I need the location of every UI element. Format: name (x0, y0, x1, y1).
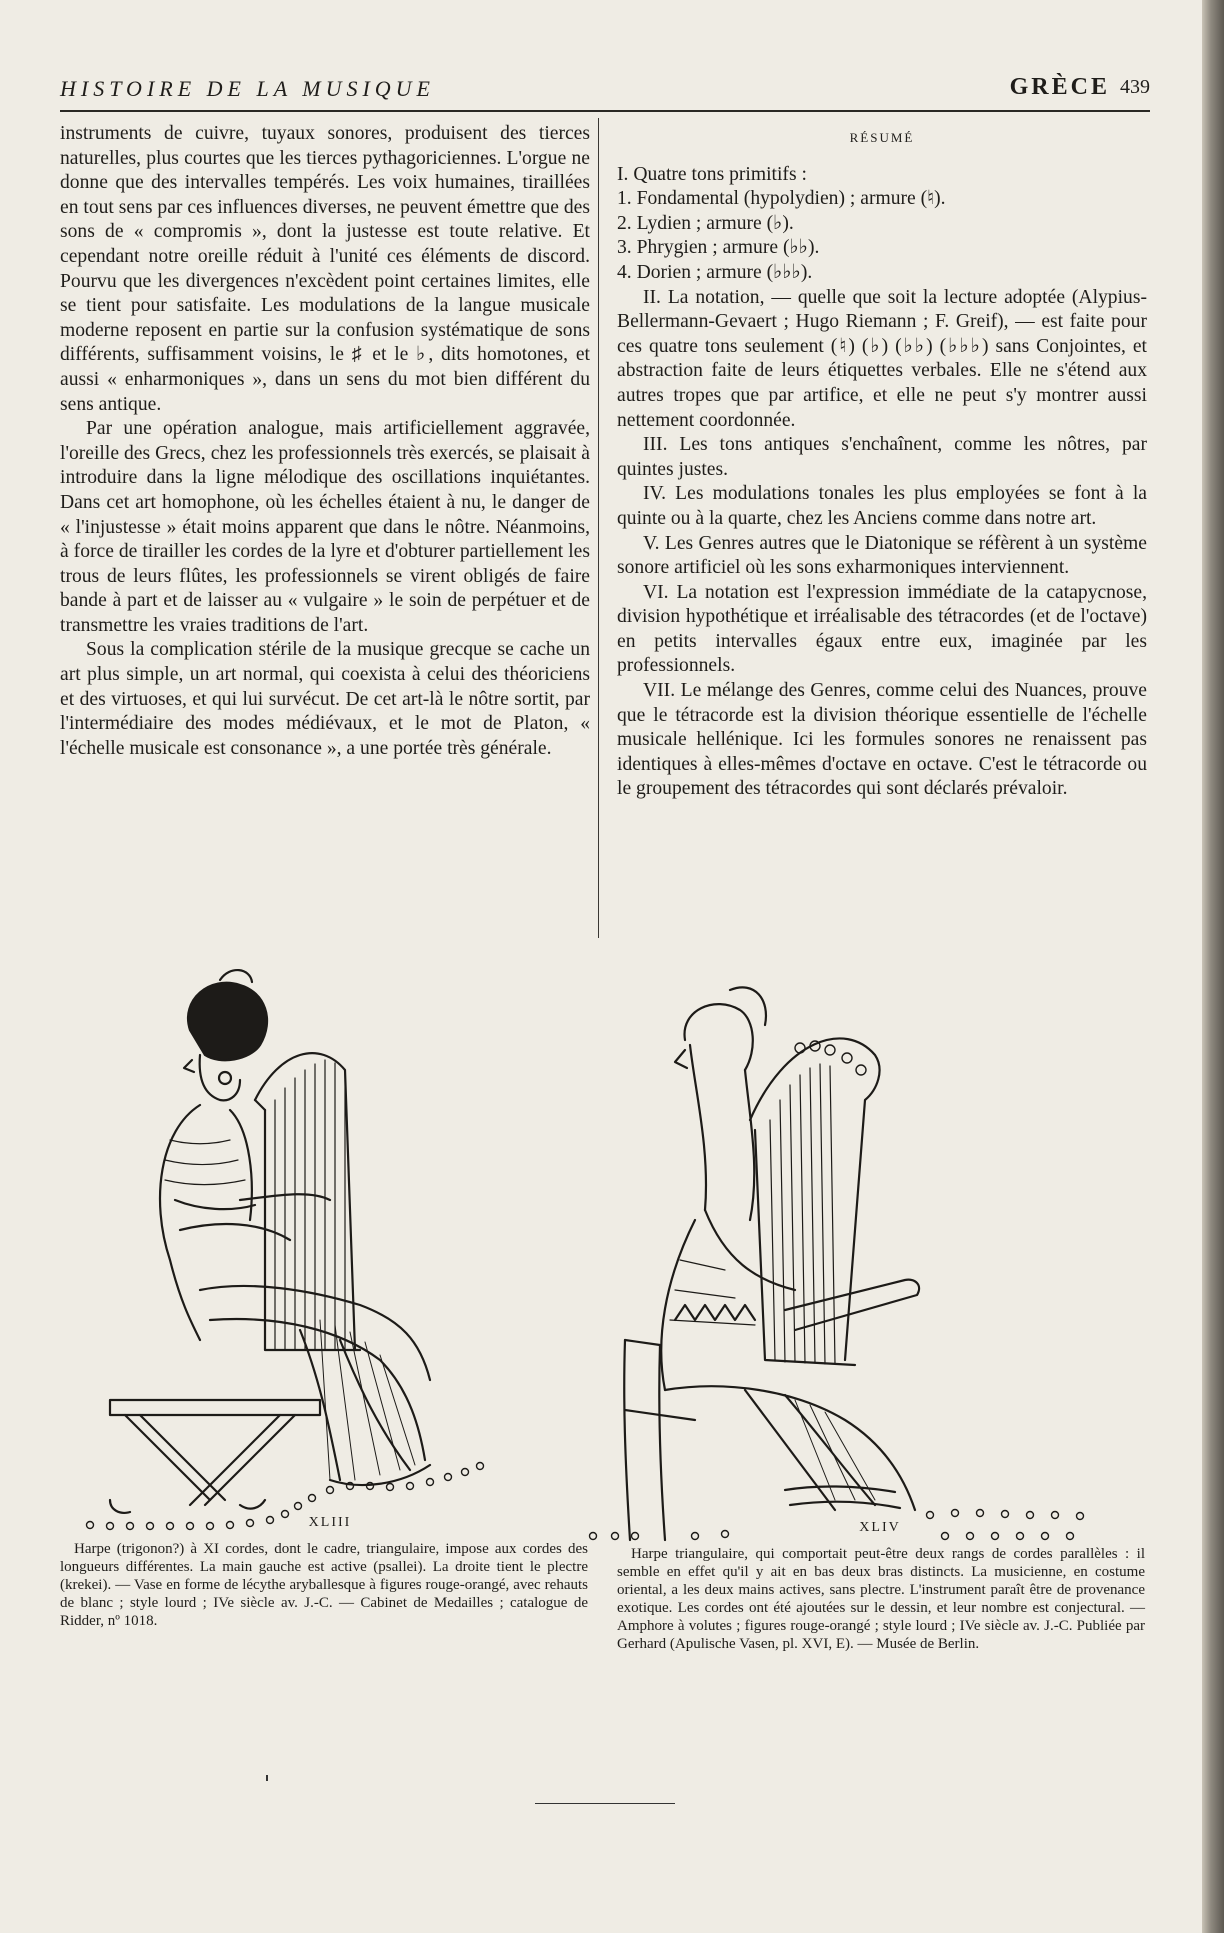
plate-number-xliii: XLIII (308, 1515, 352, 1530)
figure-harpist-seated-left (80, 960, 580, 1540)
running-header (60, 70, 1150, 112)
book-spine-shadow (1202, 0, 1224, 1933)
left-text-column (60, 122, 590, 761)
resume-item: I. Quatre tons primitifs : (617, 163, 807, 185)
paragraph: Par une opération analogue, mais artificiellement aggravée, l'oreille des Grecs, chez les professionnels très exercés, se plaisait à introduire dans la ligne mélodique des oscillations inquiétantes. Dans cet art homophone, où les échelles étaient à nu, le danger de « l'injustesse » était moins apparent que dans le nôtre. Néanmoins, à force de tirailler les cordes de la lyre et d'obturer partiellement les trous de leurs flûtes, les professionnels se virent obligés de faire bande à part et de laisser au « vulgaire » le soin de perpétuer et de transmettre les vraies traditions de l'art. (60, 418, 590, 636)
caption-text: Harpe triangulaire, qui comportait peut-être deux rangs de cordes parallèles : il semble en effet qu'il y ait en bas deux bras distincts. La musicienne, en costume oriental, a les deux mains actives, sans plectre. L'instrument paraît être de provenance exotique. Les cordes ont été ajoutées sur le dessin, et leur nombre est conjectural. — Amphore à volutes ; figures rouge-orangé ; style lourd ; IVe siècle av. J.-C. Publiée par Gerhard (Apulische Vasen, pl. XVI, E). — Musée de Berlin. (617, 1546, 1145, 1652)
figure-caption-xliii (60, 1540, 588, 1630)
paragraph: Sous la complication stérile de la musique grecque se cache un art plus simple, un art normal, qui coexista à celui des théoriciens et des virtuoses, et qui lui survécut. De cet art-là le nôtre sortit, par l'intermédiaire des modes médiévaux, et le mot de Platon, « l'échelle musicale est consonance », a une portée très générale. (60, 639, 590, 759)
figure-caption-xliv (617, 1545, 1145, 1653)
resume-item: IV. Les modulations tonales les plus employées se font à la quinte ou à la quarte, chez les Anciens comme dans notre art. (617, 483, 1147, 529)
caption-text: Harpe (trigonon?) à XI cordes, dont le cadre, triangulaire, impose aux cordes des longueurs différentes. La main gauche est active (psallei). La droite tient le plectre (krekei). — Vase en forme de lécythe aryballesque à figures rouge-orangé, avec rehauts de blanc ; style lourd ; IVe siècle av. J.-C. — Cabinet de Medailles ; catalogue de Ridder, nº 1018. (60, 1541, 588, 1629)
resume-item: 1. Fondamental (hypolydien) ; armure (♮). (617, 188, 946, 210)
resume-item: II. La notation, — quelle que soit la lecture adoptée (Alypius-Bellermann-Gevaert ; Hugo Riemann ; F. Greif), — est faite pour ces quatre tons seulement (♮) (♭) (♭♭) (♭♭♭) sans Conjointes, et abstraction faite de leurs étiquettes verbales. Elle ne s'étend aux autres tropes que par artifice, et elle ne peut s'y montrer aussi nettement coordonnée. (617, 286, 1147, 431)
right-text-column (617, 122, 1147, 802)
page-number: 439 (1120, 76, 1150, 98)
header-chapter-title: GRÈCE (1009, 74, 1110, 100)
resume-item: VII. Le mélange des Genres, comme celui des Nuances, prouve que le tétracorde est la division théorique essentielle de l'échelle musicale hellénique. Ici les formules sonores ne renaissent pas identiques à elles-mêmes d'octave en octave. C'est le tétracorde ou le groupement des tétracordes qui sont déclarés prévaloir. (617, 680, 1147, 800)
resume-item: V. Les Genres autres que le Diatonique se réfèrent à un système sonore artificiel où les sons exharmoniques interviennent. (617, 532, 1147, 579)
resume-title: RÉSUMÉ (849, 130, 915, 145)
header-book-title: HISTOIRE DE LA MUSIQUE (60, 76, 435, 101)
paragraph: instruments de cuivre, tuyaux sonores, produisent des tierces naturelles, plus courtes que les tierces pythagoriciennes. L'orgue ne donne que des intervalles tempérés. Les voix humaines, tiraillées en tout sens par ces influences diverses, ne peuvent émettre que des sons de « compromis », dont la justesse est toute relative. Et cependant notre oreille réduit à l'unité ces éléments de discord. Pourvu que les divergences n'excèdent point certaines limites, elle se tient pour satisfaite. Les modulations de la langue musicale moderne reposent en partie sur la confusion systématique de sons différents, suffisamment voisins, le ♯ et le ♭, dits homotones, et aussi « enharmoniques », dans un sens du mot bien différent du sens antique. (60, 123, 590, 415)
resume-item: 3. Phrygien ; armure (♭♭). (617, 237, 820, 259)
resume-item: VI. La notation est l'expression immédiate de la catapycnose, division hypothétique et irréalisable des tétracordes (et de l'octave) en petits intervalles égaux entre eux, imaginée par les professionnels. (617, 581, 1147, 677)
column-divider (598, 118, 599, 938)
footer-rule (535, 1803, 675, 1804)
figure-harpist-seated-right (585, 980, 1145, 1550)
resume-item: III. Les tons antiques s'enchaînent, comme les nôtres, par quintes justes. (617, 434, 1147, 480)
resume-item: 2. Lydien ; armure (♭). (617, 212, 794, 234)
resume-item: 4. Dorien ; armure (♭♭♭). (617, 261, 813, 283)
plate-number-xliv: XLIV (859, 1520, 901, 1535)
stray-mark (266, 1775, 268, 1781)
